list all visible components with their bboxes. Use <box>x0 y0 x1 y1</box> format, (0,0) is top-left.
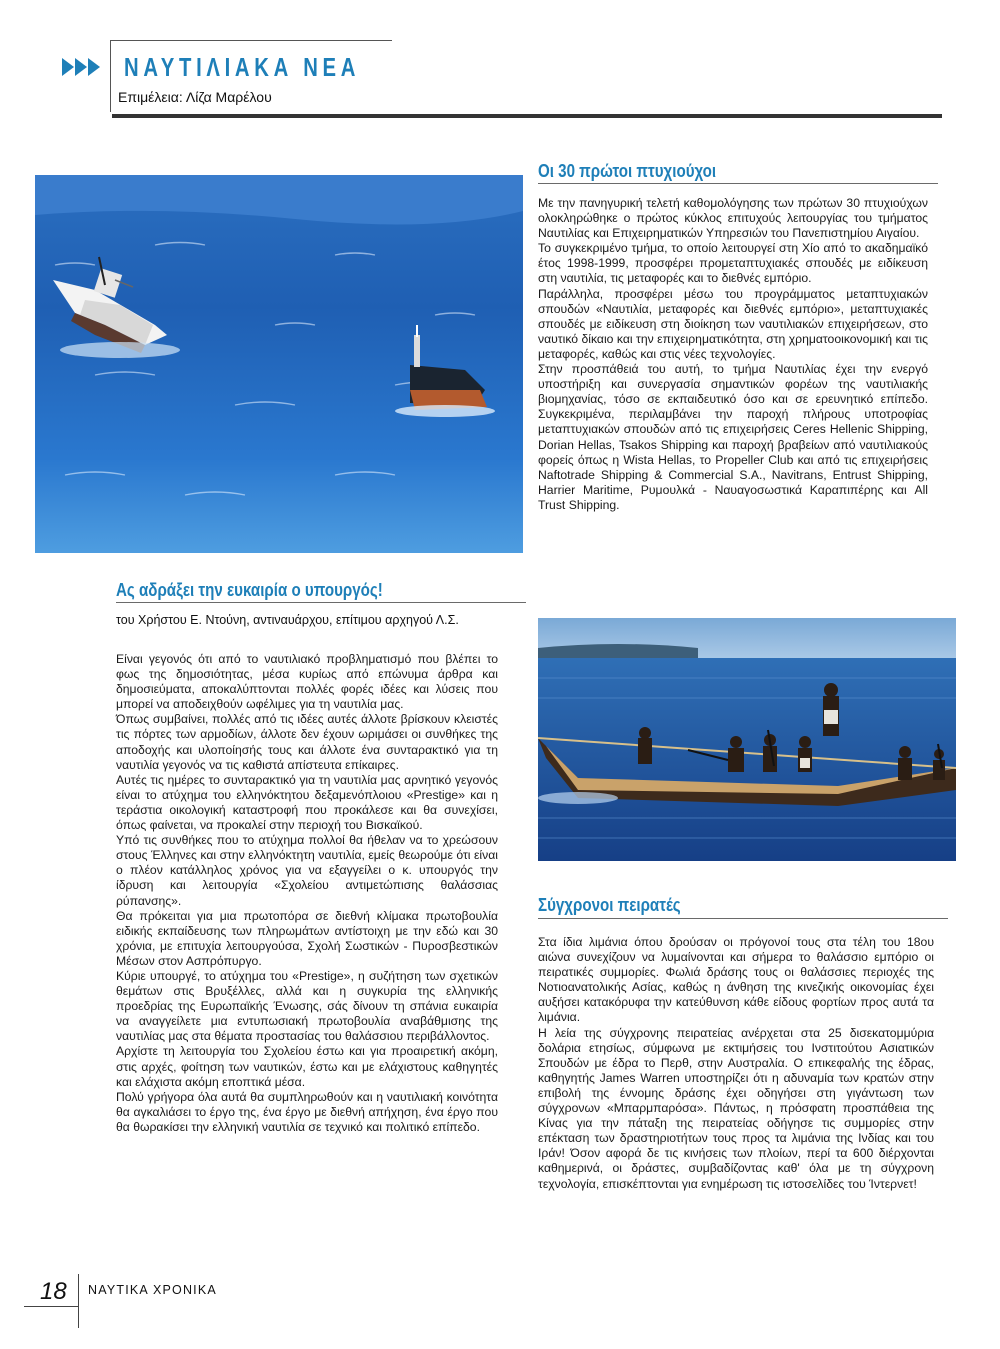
page-number: 18 <box>40 1278 67 1305</box>
article-title-graduates: Οι 30 πρώτοι πτυχιούχοι <box>538 161 717 181</box>
paragraph: Με την πανηγυρική τελετή καθομολόγησης των πρώτων 30 πτυχιούχων ολοκληρώθηκε ο πρώτος κύκλος επιτυχούς λειτουργίας του τμήματος Ναυτιλίας και Επιχειρηματικών Υπηρεσιών του Πανεπιστημίου Αιγαίου. <box>538 196 928 241</box>
article-body-pirates <box>538 935 934 1192</box>
paragraph: Πολύ γρήγορα όλα αυτά θα συμπληρωθούν και η ναυτιλιακή κοινότητα θα αγκαλιάσει το έργο της, ένα έργο με διεθνή απήχηση, ένα έργο που θα θωρακίσει την ελληνική ναυτιλία σε τεχνικό και πολιτικό επίπεδο. <box>116 1089 498 1134</box>
paragraph: Στα ίδια λιμάνια όπου δρούσαν οι πρόγονοί τους στα τέλη του 18ου αιώνα συνεχίζουν να λυμαίνονται και σήμερα το θαλάσσιο εμπόριο οι πειρατικές συμμορίες. Φωλιά δράσης τους οι θαλάσσιες περιοχές της Νοτιοανατολικής Ασίας, καθώς η άνθηση της κινεζικής οικονομίας έχει αυξήσει κατακόρυφα την κατεύθυνση κάθε είδους φορτίων προς αυτά τα λιμάνια. <box>538 935 934 1025</box>
header-rule <box>112 114 942 118</box>
paragraph: Αρχίστε τη λειτουργία του Σχολείου έστω και για προαιρετική ακόμη, στις αρχές, φοίτηση των ναυτικών, έστω και με ελάχιστους καθηγητές και ελάχιστα ακόμη εποπτικά μέσα. <box>116 1044 498 1089</box>
footer-underline <box>24 1306 78 1307</box>
section-arrows-icon <box>62 56 112 78</box>
paragraph: Το συγκεκριμένο τμήμα, το οποίο λειτουργεί στη Χίο από το ακαδημαϊκό έτος 1998-1999, προσφέρει προμεταπτυχιακές σπουδές με ειδίκευση στη ναυτιλία, τις μεταφορές και το διεθνές εμπόριο. <box>538 241 928 286</box>
section-title: ΝΑΥΤΙΛΙΑΚΑ ΝΕΑ <box>124 52 361 82</box>
article-rule-minister <box>116 602 526 603</box>
article-body-minister <box>116 652 498 1135</box>
paragraph: Στην προσπάθειά του αυτή, το τμήμα Ναυτιλίας έχει την ενεργό υποστήριξη και συνεργασία σημαντικών φορέων της ναυτιλιακής βιομηχανίας, τόσο σε εκπαιδευτικό όσο και σε ερευνητικό επίπεδο. Συγκεκριμένα, περιλαμβάνει την παροχή πλήρους υποτροφίας μεταπτυχιακών σπουδών από τις επιχειρήσεις Ceres Hellenic Shipping, Dorian Hellas, Tsakos Shipping και παροχή βραβείων από ναυτιλιακούς φορείς όπως η Wista Hellas, το Propeller Club και από τις επιχειρήσεις Naftotrade Shipping & Commercial S.A., Navitrans, Entrust Shipping, Harrier Maritime, Ρυμουλκά - Ναυαγοσωστικά Καραπιπέρης και All Trust Shipping. <box>538 362 928 512</box>
paragraph: Θα πρόκειται για μια πρωτοπόρα σε διεθνή κλίμακα πρωτοβουλία ειδικής εκπαίδευσης των πληρωμάτων αντίστοιχη με την εδώ και 30 χρόνια, με επιτυχία λειτουργούσα, Σχολή Σωστικών - Πυροσβεστικών Μέσων στον Ασπρόπυργο. <box>116 908 498 968</box>
paragraph: Παράλληλα, προσφέρει μέσω του προγράμματος μεταπτυχιακών σπουδών «Ναυτιλία, μεταφορές και διεθνές εμπόριο», μεταπτυχιακές σπουδές με ειδίκευση στη διοίκηση των ναυτιλιακών επιχειρήσεων, στο ναυτικό δίκαιο και την επιχειρηματικότητα, στη χρηματοοικονομική και τις μεταφορές, καθώς και στις νέες τεχνολογίες. <box>538 286 928 361</box>
article-title-minister: Ας αδράξει την ευκαιρία ο υπουργός! <box>116 580 383 600</box>
pirate-boat-photo <box>538 618 956 861</box>
article-rule-pirates <box>538 918 948 919</box>
header-top-line <box>110 40 392 41</box>
article-title-pirates: Σύγχρονοι πειρατές <box>538 895 681 915</box>
article-rule-graduates <box>538 183 938 184</box>
paragraph: Είναι γεγονός ότι από το ναυτιλιακό προβληματισμό που βλέπει το φως της δημοσιότητας, μέσα κυρίως από επώνυμα άρθρα και δημοσιεύματα, αποκαλύπτονται πολλές φορές ιδέες και λύσεις που μπορεί να αποδειχθούν ωφέλιμες για τη ναυτιλία μας. <box>116 652 498 712</box>
editor-credit: Επιμέλεια: Λίζα Μαρέλου <box>118 89 272 105</box>
paragraph: Αυτές τις ημέρες το συνταρακτικό για τη ναυτιλία μας αρνητικό γεγονός είναι το ατύχημα του ελληνόκτητου δεξαμενόπλοιου «Prestige» και η τεράστια οικολογική καταστροφή που προκάλεσε και θα συνεχίσει, όπως φαίνεται, να προκαλεί στην περιοχή του Βισκαϊκού. <box>116 772 498 833</box>
magazine-name: ΝΑΥΤΙΚΑ ΧΡΟΝΙΚΑ <box>88 1283 217 1297</box>
paragraph: Κύριε υπουργέ, το ατύχημα του «Prestige», η συζήτηση των σχετικών θεμάτων στις Βρυξέλλες, αλλά και η συγκυρία της ελληνικής προεδρίας της Ευρωπαϊκής Ένωσης, σάς δίνουν τη σπάνια ευκαιρία να αναγγείλετε μια εντυπωσιακή πρωτοβουλία αναβάθμισης της ναυτιλίας μας στα θέματα προστασίας του θαλάσσιου περιβάλλοντος. <box>116 968 498 1044</box>
paragraph: Η λεία της σύγχρονης πειρατείας ανέρχεται στα 25 δισεκατομμύρια δολάρια ετησίως, σύμφωνα με εκτιμήσεις του Ινστιτούτου Ασιατικών Σπουδών με έδρα το Περθ, στην Αυστραλία. Ο επικεφαλής της έδρας, καθηγητής James Warren υποστηρίζει ότι η αδυναμία των κρατών στην επιβολή της έννομης δράσης έχει οδηγήσει στη γιγάντωση των σύγχρονων «Μπαρμπαρόσα». Πάντως, η πρόσφατη προσπάθεια της Κίνας για την πάταξη της πειρατείας οδήγησε τις συμμορίες στην επέκταση των δραστηριοτήτων τους προς τα λιμάνια της Ινδίας και του Ιράν! Όσον αφορά δε τις κινήσεις των πλοίων, περί τα 600 διέρχονται καθημερινά, οι δράστες, συμβαδίζοντας καθ' όλα με τη σύγχρονη τεχνολογία, επισκέπτονται για ενημέρωση τις ιστοσελίδες του Ίντερνετ! <box>538 1025 934 1191</box>
article-body-graduates <box>538 196 928 513</box>
paragraph: Υπό τις συνθήκες που το ατύχημα πολλοί θα ήθελαν να το χρεώσουν στους Έλληνες και στην ελληνόκτητη ναυτιλία, εμείς θεωρούμε ότι είναι ο πλέον κατάλληλος χρόνος για να εξαγγείλει ο κ. υπουργός την ίδρυση και λειτουργία «Σχολείου αντιμετώπισης θαλάσσιας ρύπανσης». <box>116 833 498 908</box>
footer-divider <box>78 1274 79 1328</box>
header-vertical-line <box>110 40 111 112</box>
article-byline: του Χρήστου Ε. Ντούνη, αντιναυάρχου, επίτιμου αρχηγού Λ.Σ. <box>116 613 459 627</box>
paragraph: Όπως συμβαίνει, πολλές από τις ιδέες αυτές άλλοτε βρίσκουν κλειστές τις πόρτες των αρμοδίων, άλλοτε δεν έχουν ωριμάσει οι συνθήκες της αποδοχής και υλοποίησής τους και άλλοτε ένα συνταρακτικό για τη ναυτιλία γεγονός να τις καθιστά απίστευτα επίκαιρες. <box>116 712 498 772</box>
sinking-ship-photo <box>35 175 523 553</box>
